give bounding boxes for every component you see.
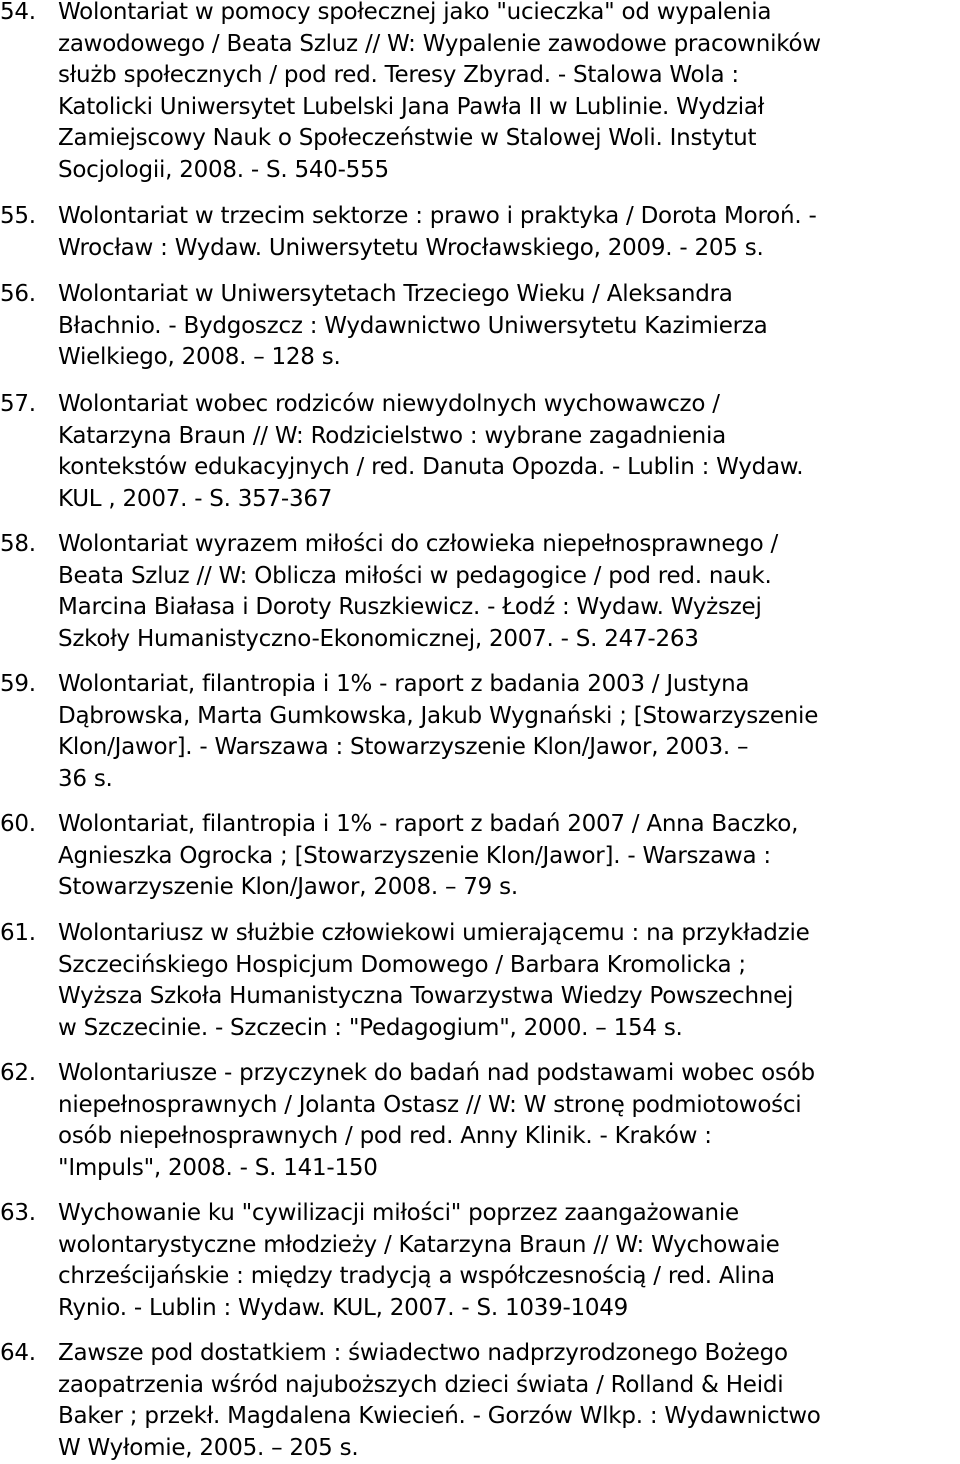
- entry-text-line: Klon/Jawor]. - Warszawa : Stowarzyszenie Klon/Jawor, 2003. –: [58, 734, 749, 761]
- entry-text-line: Wolontariat w Uniwersytetach Trzeciego Wieku / Aleksandra: [58, 281, 733, 307]
- entry-text-line: Wolontariat w pomocy społecznej jako "ucieczka" od wypalenia: [58, 0, 772, 25]
- bibliography-entry: [0, 0, 960, 187]
- entry-number: 62.: [0, 1060, 36, 1086]
- bibliography-entry: [0, 1198, 960, 1324]
- entry-text-line: 36 s.: [58, 765, 113, 792]
- entry-text-line: Zamiejscowy Nauk o Społeczeństwie w Stalowej Woli. Instytut: [58, 125, 757, 152]
- entry-text-line: Katolicki Uniwersytet Lubelski Jana Pawła II w Lublinie. Wydział: [58, 93, 765, 120]
- bibliography-entry: [0, 918, 960, 1044]
- entry-text-line: KUL , 2007. - S. 357-367: [58, 485, 333, 512]
- entry-text-line: "Impuls", 2008. - S. 141-150: [58, 1154, 378, 1181]
- entry-number: 59.: [0, 671, 36, 697]
- entry-text-line: Socjologii, 2008. - S. 540-555: [58, 156, 389, 183]
- entry-text-line: Szczecińskiego Hospicjum Domowego / Barbara Kromolicka ;: [58, 951, 746, 978]
- bibliography-entry: [0, 809, 960, 904]
- entry-text-line: Beata Szluz // W: Oblicza miłości w pedagogice / pod red. nauk.: [58, 562, 772, 589]
- entry-text-line: służb społecznych / pod red. Teresy Zbyrad. - Stalowa Wola :: [58, 62, 739, 89]
- entry-number: 61.: [0, 920, 36, 946]
- entry-text-line: Marcina Białasa i Doroty Ruszkiewicz. - Łodź : Wydaw. Wyższej: [58, 594, 762, 621]
- entry-text-line: W Wyłomie, 2005. – 205 s.: [58, 1434, 359, 1461]
- entry-text-line: Wolontariat w trzecim sektorze : prawo i praktyka / Dorota Moroń. -: [58, 203, 817, 229]
- entry-number: 60.: [0, 811, 36, 837]
- entry-number: 55.: [0, 203, 36, 229]
- entry-text-line: chrześcijańskie : między tradycją a współczesnością / red. Alina: [58, 1263, 775, 1290]
- entry-text-line: Wolontariusze - przyczynek do badań nad podstawami wobec osób: [58, 1060, 815, 1086]
- entry-text-line: w Szczecinie. - Szczecin : "Pedagogium", 2000. – 154 s.: [58, 1014, 683, 1041]
- entry-text-line: Wielkiego, 2008. – 128 s.: [58, 344, 341, 371]
- entry-number: 58.: [0, 531, 36, 557]
- entry-number: 63.: [0, 1200, 36, 1226]
- entry-text-line: Baker ; przekł. Magdalena Kwiecień. - Gorzów Wlkp. : Wydawnictwo: [58, 1403, 821, 1430]
- entry-text-line: Wolontariat, filantropia i 1% - raport z badania 2003 / Justyna: [58, 671, 750, 697]
- entry-number: 57.: [0, 391, 36, 417]
- entry-text-line: Stowarzyszenie Klon/Jawor, 2008. – 79 s.: [58, 874, 518, 901]
- entry-text-line: Wolontariat, filantropia i 1% - raport z badań 2007 / Anna Baczko,: [58, 811, 799, 837]
- bibliography-entry: [0, 1058, 960, 1184]
- bibliography-entry: [0, 1338, 960, 1464]
- bibliography-entry: [0, 529, 960, 655]
- entry-text-line: wolontarystyczne młodzieży / Katarzyna Braun // W: Wychowaie: [58, 1231, 780, 1258]
- entry-text-line: niepełnosprawnych / Jolanta Ostasz // W: W stronę podmiotowości: [58, 1091, 802, 1118]
- entry-number: 64.: [0, 1340, 36, 1366]
- entry-text-line: Błachnio. - Bydgoszcz : Wydawnictwo Uniwersytetu Kazimierza: [58, 312, 768, 339]
- entry-number: 54.: [0, 0, 36, 25]
- entry-text-line: Wolontariat wobec rodziców niewydolnych wychowawczo /: [58, 391, 720, 417]
- bibliography-entry: [0, 389, 960, 515]
- entry-text-line: Wychowanie ku "cywilizacji miłości" poprzez zaangażowanie: [58, 1200, 739, 1226]
- entry-text-line: zawodowego / Beata Szluz // W: Wypalenie zawodowe pracowników: [58, 30, 821, 57]
- entry-number: 56.: [0, 281, 36, 307]
- entry-text-line: Agnieszka Ogrocka ; [Stowarzyszenie Klon/Jawor]. - Warszawa :: [58, 842, 771, 869]
- bibliography-entry: [0, 279, 960, 374]
- entry-text-line: Zawsze pod dostatkiem : świadectwo nadprzyrodzonego Bożego: [58, 1340, 788, 1366]
- entry-text-line: Szkoły Humanistyczno-Ekonomicznej, 2007. - S. 247-263: [58, 625, 699, 652]
- entry-text-line: Wyższa Szkoła Humanistyczna Towarzystwa Wiedzy Powszechnej: [58, 983, 794, 1010]
- entry-text-line: Wolontariat wyrazem miłości do człowieka niepełnosprawnego /: [58, 531, 778, 557]
- entry-text-line: Wolontariusz w służbie człowiekowi umierającemu : na przykładzie: [58, 920, 810, 946]
- entry-text-line: kontekstów edukacyjnych / red. Danuta Opozda. - Lublin : Wydaw.: [58, 454, 804, 481]
- bibliography-entry: [0, 201, 960, 264]
- entry-text-line: Dąbrowska, Marta Gumkowska, Jakub Wygnański ; [Stowarzyszenie: [58, 702, 819, 729]
- entry-text-line: Katarzyna Braun // W: Rodzicielstwo : wybrane zagadnienia: [58, 422, 726, 449]
- entry-text-line: Wrocław : Wydaw. Uniwersytetu Wrocławskiego, 2009. - 205 s.: [58, 234, 764, 261]
- entry-text-line: Rynio. - Lublin : Wydaw. KUL, 2007. - S. 1039-1049: [58, 1294, 629, 1321]
- entry-text-line: zaopatrzenia wśród najuboższych dzieci świata / Rolland & Heidi: [58, 1371, 784, 1398]
- bibliography-entry: [0, 669, 960, 795]
- entry-text-line: osób niepełnosprawnych / pod red. Anny Klinik. - Kraków :: [58, 1123, 712, 1150]
